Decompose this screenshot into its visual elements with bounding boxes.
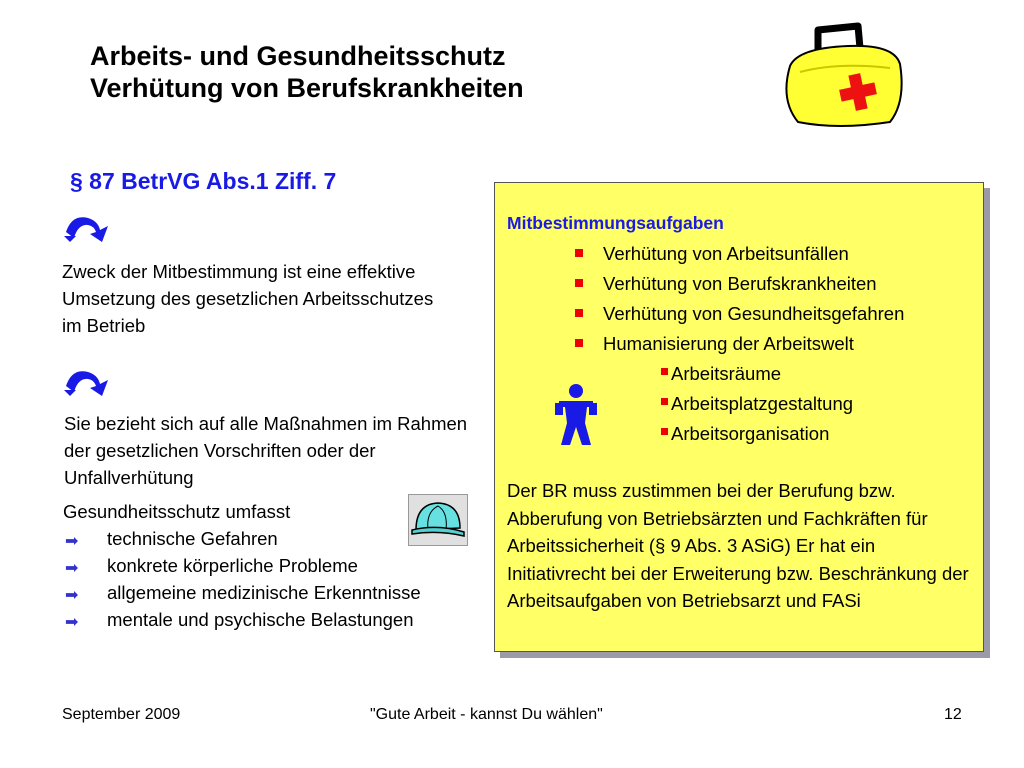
paragraph-scope: Sie bezieht sich auf alle Maßnahmen im Rahmen der gesetzlichen Vorschriften oder der Unfallverhütung — [64, 413, 468, 488]
square-bullet-icon — [661, 428, 668, 435]
arrow-right-bullet-icon: ➡ — [65, 533, 79, 550]
list-item: Arbeitsräume — [661, 359, 853, 389]
list-item: Humanisierung der Arbeitswelt — [575, 329, 904, 359]
list-item: Verhütung von Arbeitsunfällen — [575, 239, 904, 269]
page-number: 12 — [944, 706, 962, 723]
arrow-right-bullet-icon: ➡ — [65, 587, 79, 604]
title-line-1: Arbeits- und Gesundheitsschutz — [90, 41, 506, 71]
section-heading: § 87 BetrVG Abs.1 Ziff. 7 — [70, 168, 337, 194]
list-item: ➡ konkrete körperliche Probleme — [63, 552, 453, 579]
arrow-right-bullet-icon: ➡ — [65, 560, 79, 577]
arrow-right-bullet-icon: ➡ — [65, 614, 79, 631]
square-bullet-icon — [575, 309, 583, 317]
square-bullet-icon — [661, 368, 668, 375]
square-bullet-icon — [575, 339, 583, 347]
list-item: Verhütung von Gesundheitsgefahren — [575, 299, 904, 329]
box-text: Der BR muss zustimmen bei der Berufung bzw. Abberufung von Betriebsärzten und Fachkräften für Arbeitssicherheit (§ 9 Abs. 3 ASiG) Er hat ein Initiativrecht bei der Erweiterung bzw. Beschränkung der Arbeitsaufgaben von Betriebsarzt und FASi — [507, 480, 969, 611]
list-item: ➡ mentale und psychische Belastungen — [63, 606, 453, 633]
curved-arrow-icon — [62, 212, 114, 244]
codetermination-box — [494, 182, 984, 652]
health-protection-heading: Gesundheitsschutz umfasst — [63, 501, 291, 522]
list-item: ➡ allgemeine medizinische Erkenntnisse — [63, 579, 453, 606]
square-bullet-icon — [575, 249, 583, 257]
box-title: Mitbestimmungsaufgaben — [507, 213, 724, 233]
subtask-list — [661, 359, 853, 449]
footer-date: September 2009 — [62, 706, 181, 723]
square-bullet-icon — [661, 398, 668, 405]
list-item: Arbeitsplatzgestaltung — [661, 389, 853, 419]
first-aid-kit-icon — [778, 22, 906, 130]
list-item: ➡ technische Gefahren — [63, 525, 453, 552]
list-item: Verhütung von Berufskrankheiten — [575, 269, 904, 299]
curved-arrow-icon — [62, 366, 114, 398]
footer-center: "Gute Arbeit - kannst Du wählen" — [370, 706, 603, 723]
list-item: Arbeitsorganisation — [661, 419, 853, 449]
title-line-2: Verhütung von Berufskrankheiten — [90, 73, 524, 103]
slide-title — [90, 40, 524, 104]
task-list — [575, 239, 904, 359]
worker-icon — [551, 383, 601, 447]
square-bullet-icon — [575, 279, 583, 287]
health-protection-list — [63, 498, 453, 633]
paragraph-purpose: Zweck der Mitbestimmung ist eine effektive Umsetzung des gesetzlichen Arbeitsschutzes im Betrieb — [62, 261, 434, 336]
